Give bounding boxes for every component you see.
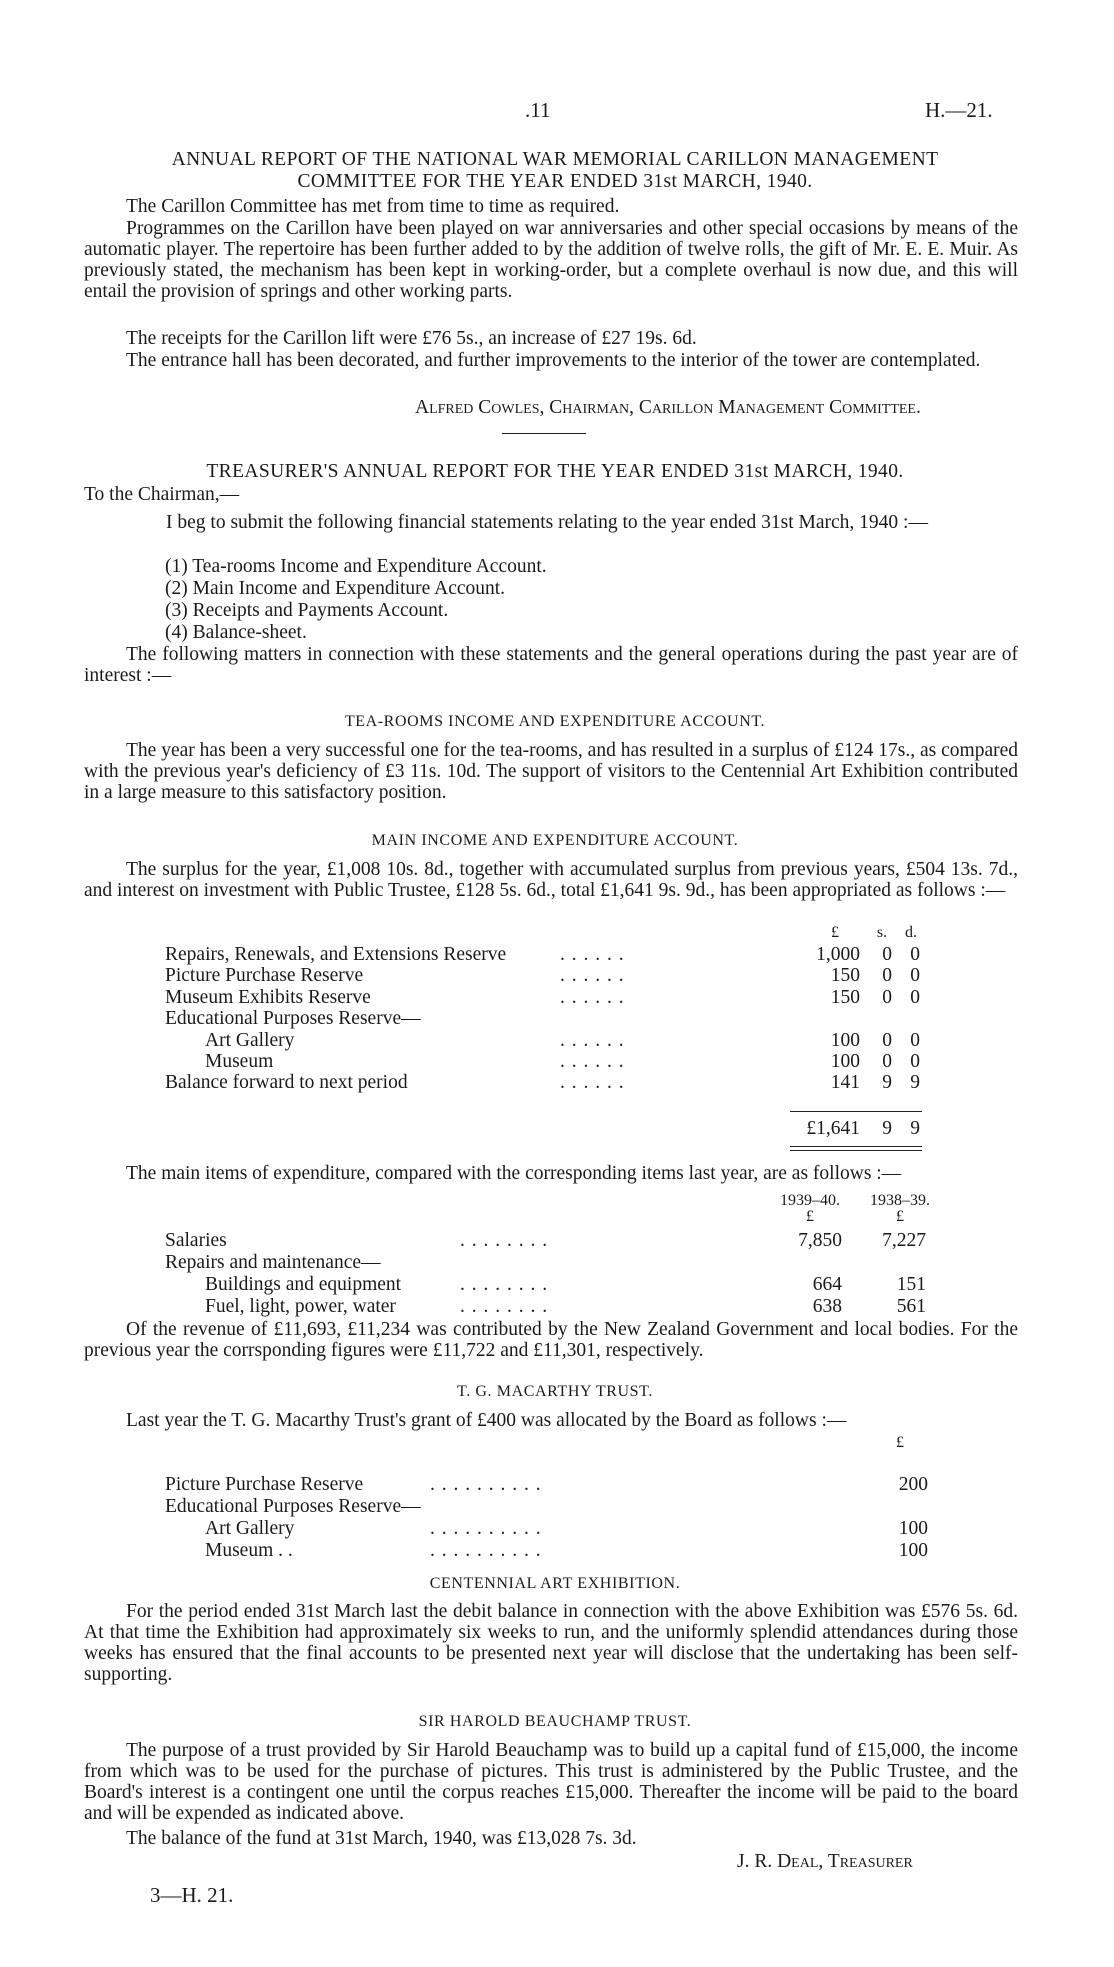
appropriation-pence: 0 — [910, 1029, 920, 1051]
beauchamp-heading: SIR HAROLD BEAUCHAMP TRUST. — [418, 1713, 692, 1730]
beauchamp-balance: The balance of the fund at 31st March, 1940, was £13,028 7s. 3d. — [126, 1828, 637, 1849]
macarthy-label: Educational Purposes Reserve— — [165, 1496, 421, 1517]
exp-unit-2: £ — [896, 1208, 904, 1225]
expenditure-1939-40: 664 — [812, 1274, 842, 1295]
leader-dots: . . . . . . — [560, 1029, 625, 1051]
beauchamp-text: The purpose of a trust provided by Sir Harold Beauchamp was to build up a capital fund of £15,000, the income from which was to be used for the purchase of pictures. This trust is administered by the Public Trustee, and the Board's interest is a contingent one until the corpus reaches £15,000. Thereafter the income will be paid to the board and will be expended as indicated above. — [84, 1740, 1018, 1824]
expenditure-label: Repairs and maintenance— — [165, 1252, 381, 1273]
leader-dots: . . . . . . . . — [460, 1230, 549, 1251]
appropriation-pence: 0 — [910, 986, 920, 1008]
statement-item: (1) Tea-rooms Income and Expenditure Account. — [165, 556, 547, 577]
total-pence: 9 — [910, 1118, 920, 1139]
carillon-title-line2: COMMITTEE FOR THE YEAR ENDED 31st MARCH, 1940. — [297, 171, 813, 192]
expenditure-1939-40: 638 — [812, 1296, 842, 1317]
appropriation-pounds: 150 — [830, 986, 860, 1008]
section-divider — [502, 433, 586, 434]
leader-dots: . . . . . . — [560, 1072, 625, 1094]
expenditure-label: Salaries — [165, 1230, 227, 1251]
macarthy-intro: Last year the T. G. Macarthy Trust's grant of £400 was allocated by the Board as follows :— — [126, 1410, 847, 1431]
appropriation-pounds: 1,000 — [816, 944, 860, 965]
leader-dots: . . . . . . . . — [460, 1296, 549, 1317]
main-account-heading: MAIN INCOME AND EXPENDITURE ACCOUNT. — [371, 832, 739, 849]
total-pounds: £1,641 — [806, 1118, 860, 1139]
appropriation-pence: 0 — [910, 965, 920, 987]
carillon-signature: Alfred Cowles, Chairman, Carillon Management Committee. — [415, 397, 921, 418]
leader-dots: . . . . . . . . . . — [430, 1518, 542, 1539]
appropriation-shillings: 9 — [882, 1072, 892, 1094]
appropriation-pounds: 100 — [830, 1029, 860, 1051]
appropriation-label: Repairs, Renewals, and Extensions Reserve — [165, 944, 507, 965]
expenditure-1938-39: 151 — [896, 1274, 926, 1295]
treasurer-intro: I beg to submit the following financial statements relating to the year ended 31st March, 1940 :— — [166, 512, 928, 533]
col-header-pence: d. — [905, 924, 917, 941]
exp-header-1939-40: 1939–40. — [780, 1192, 840, 1209]
leader-dots: . . . . . . — [560, 1051, 625, 1072]
macarthy-unit: £ — [896, 1434, 904, 1451]
expenditure-1938-39: 561 — [896, 1296, 926, 1317]
leader-dots: . . . . . . . . . . — [430, 1540, 542, 1561]
macarthy-value: 200 — [898, 1474, 928, 1495]
appropriation-shillings: 0 — [882, 1051, 892, 1072]
tea-rooms-heading: TEA-ROOMS INCOME AND EXPENDITURE ACCOUNT. — [344, 713, 766, 730]
exp-unit-1: £ — [806, 1208, 814, 1225]
macarthy-label: Picture Purchase Reserve — [165, 1474, 364, 1495]
centennial-text: For the period ended 31st March last the debit balance in connection with the above Exhibition was £576 5s. 6d. At that time the Exhibition had approximately six weeks to run, and the uniformly splendid attendances during those weeks has ensured that the final accounts to be presented next year will disclose that the undertaking has been self-supporting. — [84, 1601, 1018, 1685]
statement-item: (2) Main Income and Expenditure Account. — [165, 578, 506, 599]
statement-item: (4) Balance-sheet. — [165, 622, 307, 643]
macarthy-value: 100 — [898, 1518, 928, 1539]
appropriation-pounds: 100 — [830, 1051, 860, 1072]
expenditure-1938-39: 7,227 — [882, 1230, 926, 1251]
carillon-paragraph-1: The Carillon Committee has met from time to time as required. — [126, 196, 620, 217]
appropriation-label: Picture Purchase Reserve — [165, 965, 364, 987]
col-header-pounds: £ — [831, 924, 839, 941]
appropriation-shillings: 0 — [882, 986, 892, 1008]
main-account-text: The surplus for the year, £1,008 10s. 8d., together with accumulated surplus from previous years, £504 13s. 7d., and interest on investment with Public Trustee, £128 5s. 6d., total £1,641 9s. 9d., has been appropriated as follows :— — [84, 859, 1018, 901]
tea-rooms-text: The year has been a very successful one for the tea-rooms, and has resulted in a surplus of £124 17s., as compared with the previous year's deficiency of £3 11s. 10d. The support of visitors to the Centennial Art Exhibition contributed in a large measure to this satisfactory position. — [84, 740, 1018, 803]
appropriation-label: Museum — [205, 1051, 274, 1072]
revenue-text: Of the revenue of £11,693, £11,234 was contributed by the New Zealand Government and local bodies. For the previous year the corrsponding figures were £11,722 and £11,301, respectively. — [84, 1319, 1018, 1361]
appropriation-label: Educational Purposes Reserve— — [165, 1008, 421, 1030]
macarthy-label: Art Gallery — [205, 1518, 295, 1539]
total-double-rule-top — [790, 1146, 922, 1147]
treasurer-salutation: To the Chairman,— — [84, 484, 240, 505]
total-shillings: 9 — [882, 1118, 892, 1139]
appropriation-pounds: 141 — [830, 1072, 860, 1094]
leader-dots: . . . . . . — [560, 944, 625, 965]
appropriation-shillings: 0 — [882, 965, 892, 987]
appropriation-pence: 0 — [910, 944, 920, 965]
macarthy-label: Museum . . — [205, 1540, 293, 1561]
appropriation-label: Art Gallery — [205, 1029, 295, 1051]
page-number: .11 — [525, 98, 551, 122]
appropriation-label: Museum Exhibits Reserve — [165, 986, 371, 1008]
carillon-paragraph-4: The entrance hall has been decorated, and further improvements to the interior of the tower are contemplated. — [126, 350, 981, 371]
leader-dots: . . . . . . . . — [460, 1274, 549, 1295]
treasurer-title: TREASURER'S ANNUAL REPORT FOR THE YEAR ENDED 31st MARCH, 1940. — [206, 461, 904, 482]
appropriation-label: Balance forward to next period — [165, 1072, 408, 1094]
leader-dots: . . . . . . — [560, 965, 625, 987]
carillon-paragraph-3: The receipts for the Carillon lift were £76 5s., an increase of £27 19s. 6d. — [126, 328, 697, 349]
macarthy-value: 100 — [898, 1540, 928, 1561]
expenditure-intro: The main items of expenditure, compared with the corresponding items last year, are as follows :— — [126, 1163, 902, 1184]
total-rule — [790, 1111, 922, 1112]
exp-header-1938-39: 1938–39. — [870, 1192, 930, 1209]
footer-mark: 3—H. 21. — [150, 1883, 234, 1907]
total-double-rule-bottom — [790, 1150, 922, 1151]
carillon-title-line1: ANNUAL REPORT OF THE NATIONAL WAR MEMORIAL CARILLON MANAGEMENT — [171, 149, 939, 170]
appropriation-shillings: 0 — [882, 944, 892, 965]
carillon-paragraph-2: Programmes on the Carillon have been played on war anniversaries and other special occasions by means of the automatic player. The repertoire has been further added to by the addition of twelve rolls, the gift of Mr. E. E. Muir. As previously stated, the mechanism has been kept in working-order, but a complete overhaul is now due, and this will entail the provision of springs and other working parts. — [84, 218, 1018, 302]
treasurer-signature: J. R. Deal, Treasurer — [737, 1851, 913, 1872]
expenditure-label: Fuel, light, power, water — [205, 1296, 396, 1317]
statement-item: (3) Receipts and Payments Account. — [165, 600, 449, 621]
col-header-shillings: s. — [876, 924, 888, 941]
appropriation-pounds: 150 — [830, 965, 860, 987]
expenditure-label: Buildings and equipment — [205, 1274, 402, 1295]
appropriation-shillings: 0 — [882, 1029, 892, 1051]
appropriation-pence: 0 — [910, 1051, 920, 1072]
leader-dots: . . . . . . . . . . — [430, 1474, 542, 1495]
expenditure-1939-40: 7,850 — [798, 1230, 842, 1251]
document-reference: H.—21. — [925, 98, 993, 122]
appropriation-pence: 9 — [910, 1072, 920, 1094]
centennial-heading: CENTENNIAL ART EXHIBITION. — [429, 1575, 681, 1592]
macarthy-heading: T. G. MACARTHY TRUST. — [457, 1383, 653, 1400]
leader-dots: . . . . . . — [560, 986, 625, 1008]
treasurer-following: The following matters in connection with these statements and the general operations during the past year are of interest :— — [84, 644, 1018, 686]
